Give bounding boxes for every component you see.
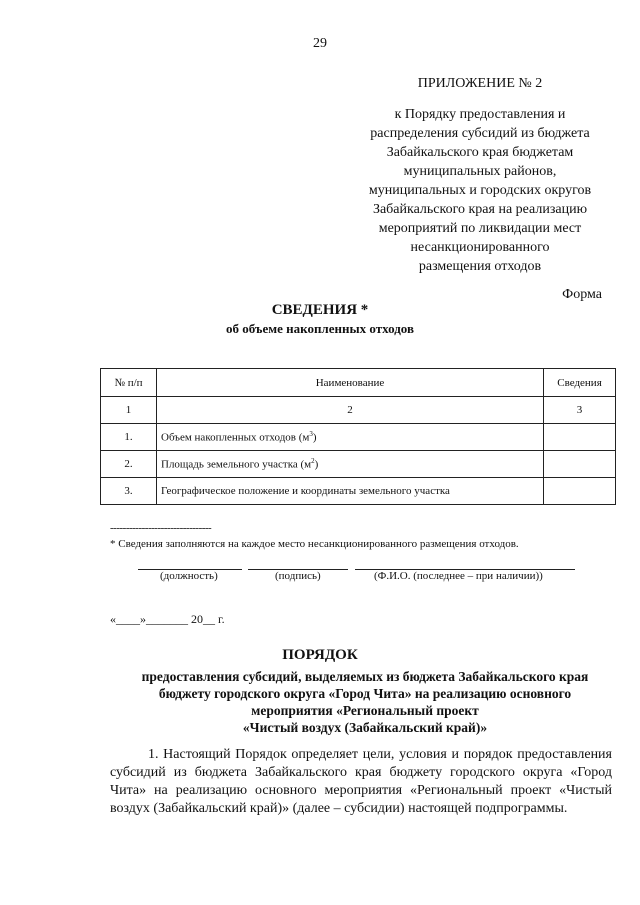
footnote-divider: -------------------------------- (110, 522, 212, 534)
order-title-line: бюджету городского округа «Город Чита» на реализацию основного (158, 686, 572, 701)
row-name (157, 451, 544, 478)
header-number: № п/п (101, 369, 157, 397)
form-subtitle: об объеме накопленных отходов (225, 321, 414, 336)
table-row (101, 451, 616, 478)
numbering-cell: 1 (101, 397, 157, 424)
order-paragraph: 1. Настоящий Порядок определяет цели, условия и порядок предоставления субсидий из бюджета Забайкальского края бюджету городского округа «Город Чита» на реализацию основного мероприятия «Региональный проект «Чистый воздух (Забайкальский край)» (далее – субсидии) настоящей подпрограммы. (110, 747, 612, 816)
fio-label: (Ф.И.О. (последнее – при наличии)) (374, 570, 543, 582)
table-header-row (101, 369, 616, 397)
position-label: (должность) (160, 570, 218, 582)
table-row (101, 424, 616, 451)
appendix-line: распределения субсидий из бюджета (370, 126, 590, 141)
order-title-line: мероприятия «Региональный проект (251, 703, 479, 718)
appendix-line: к Порядку предоставления и (394, 107, 566, 122)
appendix-line: муниципальных районов, (403, 164, 557, 179)
numbering-cell: 2 (157, 397, 544, 424)
form-label: Форма (562, 287, 602, 302)
order-title-line: «Чистый воздух (Забайкальский край)» (242, 720, 488, 735)
order-title-line: предоставления субсидий, выделяемых из бюджета Забайкальского края (141, 669, 589, 684)
row-value[interactable] (544, 451, 616, 478)
appendix-line: размещения отходов (418, 259, 542, 274)
row-value[interactable] (544, 478, 616, 505)
appendix-block (360, 74, 600, 276)
info-table (100, 368, 616, 505)
row-number: 3. (101, 478, 157, 505)
appendix-line: мероприятий по ликвидации мест (378, 221, 582, 236)
numbering-cell: 3 (544, 397, 616, 424)
page-number: 29 (313, 36, 327, 51)
table-row (101, 478, 616, 505)
appendix-line: муниципальных и городских округов (368, 183, 592, 198)
header-value: Сведения (544, 369, 616, 397)
signature-label: (подпись) (275, 570, 321, 582)
order-title (110, 668, 620, 736)
row-name (157, 478, 544, 505)
row-name-text: Площадь земельного участка (м (161, 458, 312, 471)
row-number: 2. (101, 451, 157, 478)
row-name-text: Географическое положение и координаты земельного участка (161, 485, 450, 497)
footnote: * Сведения заполняются на каждое место несанкционированного размещения отходов. (110, 538, 519, 550)
row-name-tail: ) (312, 431, 317, 444)
appendix-line: Забайкальского края на реализацию (372, 202, 588, 217)
row-number: 1. (101, 424, 157, 451)
row-name (157, 424, 544, 451)
row-name-text: Объем накопленных отходов (м (161, 431, 310, 444)
appendix-heading: ПРИЛОЖЕНИЕ № 2 (417, 76, 543, 91)
row-value[interactable] (544, 424, 616, 451)
appendix-line: несанкционированного (410, 240, 550, 255)
date-line: «____»_______ 20__ г. (110, 612, 225, 626)
order-heading: ПОРЯДОК (282, 647, 358, 663)
row-name-tail: ) (314, 458, 319, 471)
table-numbering-row (101, 397, 616, 424)
row-name-sup: 3 (309, 430, 313, 439)
appendix-line: Забайкальского края бюджетам (386, 145, 574, 160)
row-name-sup: 2 (311, 457, 315, 466)
header-name: Наименование (157, 369, 544, 397)
form-title: СВЕДЕНИЯ * (271, 302, 369, 318)
